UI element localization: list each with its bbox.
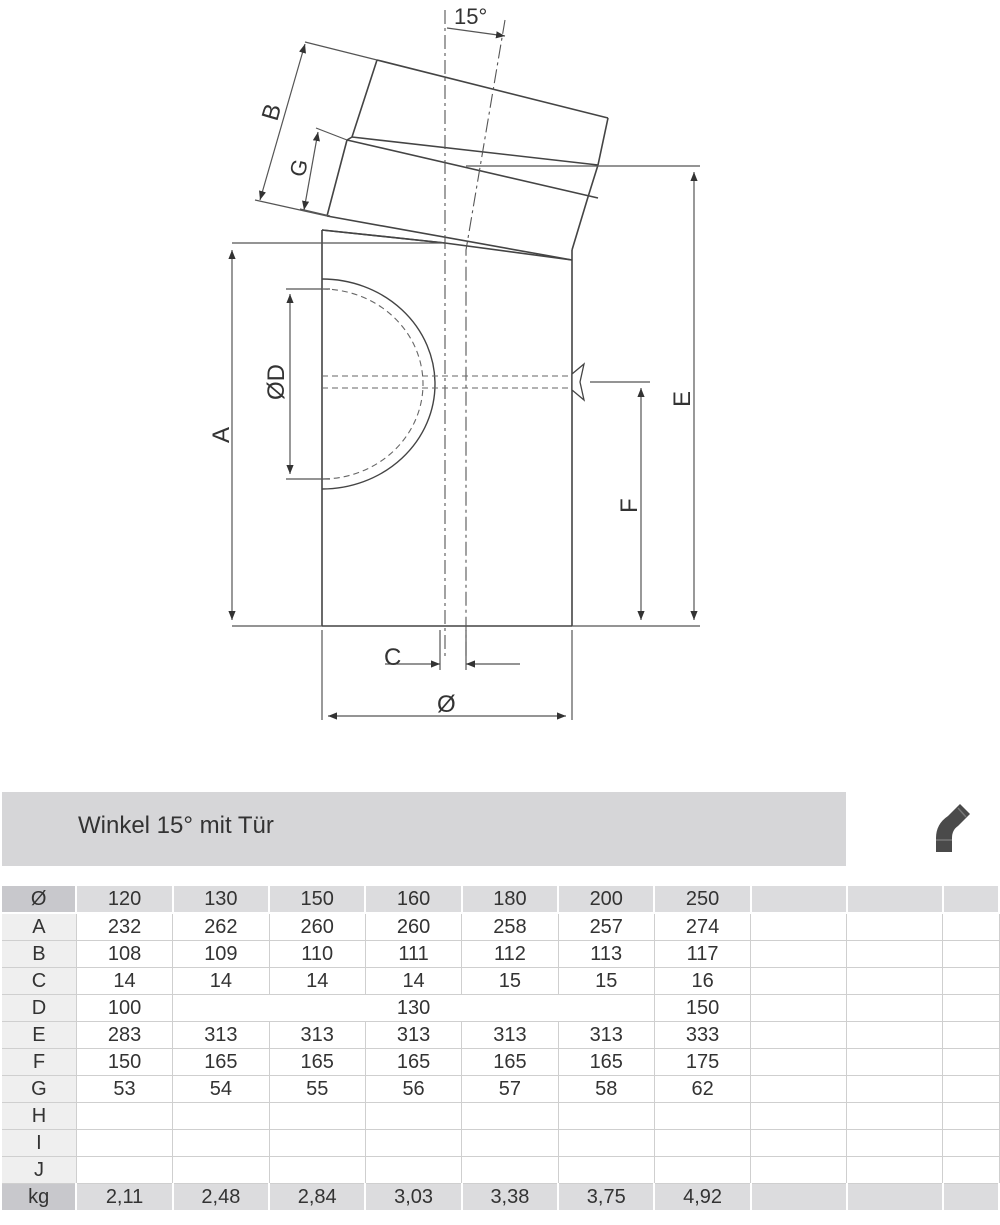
- row-label: Ø: [2, 886, 76, 913]
- product-banner: [2, 792, 846, 866]
- table-cell: 258: [462, 913, 558, 941]
- table-cell-empty: [943, 1076, 999, 1103]
- table-cell: 150: [76, 1049, 172, 1076]
- table-row: [2, 1049, 999, 1076]
- segment-left-edge: [327, 140, 347, 216]
- table-cell: 3,03: [365, 1184, 461, 1212]
- dimension-table: [2, 886, 1000, 1212]
- table-cell-empty: [365, 1157, 461, 1184]
- table-cell-empty: [173, 1157, 269, 1184]
- table-cell: 2,84: [269, 1184, 365, 1212]
- dimension-label-e: E: [669, 390, 696, 407]
- door-outline: [322, 279, 435, 489]
- table-cell-empty: [943, 941, 999, 968]
- table-cell-empty: [173, 1103, 269, 1130]
- table-cell: 3,38: [462, 1184, 558, 1212]
- row-label: F: [2, 1049, 76, 1076]
- table-cell: 130: [173, 886, 269, 913]
- table-cell-empty: [462, 1103, 558, 1130]
- table-cell-empty: [847, 1157, 943, 1184]
- table-cell-empty: [558, 1157, 654, 1184]
- row-label: kg: [2, 1184, 76, 1212]
- table-cell-empty: [269, 1130, 365, 1157]
- table-cell-empty: [943, 968, 999, 995]
- table-cell: 333: [654, 1022, 750, 1049]
- table-cell-empty: [943, 1184, 999, 1212]
- table-cell: 53: [76, 1076, 172, 1103]
- table-cell-empty: [751, 1184, 847, 1212]
- table-cell-empty: [365, 1103, 461, 1130]
- table-cell: 16: [654, 968, 750, 995]
- table-cell: 165: [558, 1049, 654, 1076]
- table-cell-empty: [76, 1157, 172, 1184]
- table-cell: 2,48: [173, 1184, 269, 1212]
- table-cell-empty: [751, 941, 847, 968]
- table-cell-empty: [943, 1103, 999, 1130]
- table-cell: 260: [365, 913, 461, 941]
- table-cell-empty: [558, 1103, 654, 1130]
- table-cell: 111: [365, 941, 461, 968]
- table-cell: 14: [173, 968, 269, 995]
- table-cell-merged: 130: [173, 995, 655, 1022]
- table-cell-empty: [847, 1022, 943, 1049]
- table-cell-empty: [751, 1130, 847, 1157]
- segment-top-edge: [377, 60, 608, 118]
- table-row: [2, 1157, 999, 1184]
- table-cell: 2,11: [76, 1184, 172, 1212]
- table-cell: 112: [462, 941, 558, 968]
- table-cell: 3,75: [558, 1184, 654, 1212]
- table-cell: 313: [269, 1022, 365, 1049]
- angle-label: 15°: [454, 4, 488, 29]
- table-cell-empty: [943, 1130, 999, 1157]
- table-cell: 120: [76, 886, 172, 913]
- table-row: [2, 886, 999, 913]
- wing-nut-icon: [572, 364, 584, 400]
- table-cell-empty: [943, 913, 999, 941]
- table-cell: 232: [76, 913, 172, 941]
- table-cell: 165: [462, 1049, 558, 1076]
- table-cell: 250: [654, 886, 750, 913]
- segment-left-edge-upper: [347, 60, 377, 140]
- table-cell: 313: [365, 1022, 461, 1049]
- table-cell-empty: [751, 995, 847, 1022]
- table-cell-empty: [462, 1157, 558, 1184]
- table-cell: 200: [558, 886, 654, 913]
- table-cell: 180: [462, 886, 558, 913]
- table-cell-empty: [269, 1157, 365, 1184]
- table-cell-empty: [847, 886, 943, 913]
- table-cell-empty: [847, 1184, 943, 1212]
- table-row: [2, 941, 999, 968]
- table-row: [2, 968, 999, 995]
- table-cell-empty: [847, 995, 943, 1022]
- table-cell-empty: [654, 1157, 750, 1184]
- table-cell: 14: [76, 968, 172, 995]
- table-cell: 57: [462, 1076, 558, 1103]
- table-row: [2, 1076, 999, 1103]
- table-row: [2, 995, 999, 1022]
- table-cell: 15: [462, 968, 558, 995]
- table-cell-empty: [943, 995, 999, 1022]
- dimension-label-c: C: [384, 644, 402, 671]
- row-label: J: [2, 1157, 76, 1184]
- table-cell-empty: [847, 1103, 943, 1130]
- table-cell: 165: [269, 1049, 365, 1076]
- table-cell-empty: [751, 968, 847, 995]
- table-cell: 109: [173, 941, 269, 968]
- table-cell-empty: [847, 941, 943, 968]
- table-cell-empty: [751, 886, 847, 913]
- table-cell-empty: [847, 1130, 943, 1157]
- table-cell-empty: [751, 1022, 847, 1049]
- table-cell-empty: [751, 1049, 847, 1076]
- dimension-label-g: G: [284, 156, 313, 180]
- table-cell: 113: [558, 941, 654, 968]
- table-cell: 283: [76, 1022, 172, 1049]
- table-cell: 260: [269, 913, 365, 941]
- table-cell-empty: [943, 1157, 999, 1184]
- table-row: [2, 1184, 999, 1212]
- table-cell-empty: [558, 1130, 654, 1157]
- table-cell: 58: [558, 1076, 654, 1103]
- table-cell-empty: [751, 1103, 847, 1130]
- table-cell-empty: [76, 1103, 172, 1130]
- row-label: B: [2, 941, 76, 968]
- table-cell: 262: [173, 913, 269, 941]
- dimension-label-diameter: Ø: [437, 691, 456, 718]
- table-cell: 54: [173, 1076, 269, 1103]
- table-cell: 117: [654, 941, 750, 968]
- table-cell-empty: [462, 1130, 558, 1157]
- row-label: D: [2, 995, 76, 1022]
- table-row: [2, 1022, 999, 1049]
- row-label: C: [2, 968, 76, 995]
- dimension-label-b: B: [256, 100, 288, 124]
- table-cell: 165: [365, 1049, 461, 1076]
- segment-base-line: [327, 216, 572, 260]
- segment-collar-line: [352, 137, 598, 165]
- table-cell-empty: [365, 1130, 461, 1157]
- table-cell: 108: [76, 941, 172, 968]
- table-cell-empty: [76, 1130, 172, 1157]
- table-cell: 15: [558, 968, 654, 995]
- segment-inner-line: [322, 230, 445, 243]
- table-cell: 150: [654, 995, 750, 1022]
- table-cell-empty: [943, 1022, 999, 1049]
- table-cell: 150: [269, 886, 365, 913]
- table-cell-empty: [654, 1103, 750, 1130]
- table-cell: 55: [269, 1076, 365, 1103]
- table-cell: 313: [558, 1022, 654, 1049]
- table-cell: 274: [654, 913, 750, 941]
- tilted-centerline: [466, 20, 505, 660]
- segment-right-edge: [598, 118, 608, 165]
- table-cell: 313: [173, 1022, 269, 1049]
- dimension-label-a: A: [208, 426, 235, 443]
- table-cell: 100: [76, 995, 172, 1022]
- table-cell-empty: [173, 1130, 269, 1157]
- table-cell: 14: [269, 968, 365, 995]
- table-cell-empty: [943, 1049, 999, 1076]
- row-label: I: [2, 1130, 76, 1157]
- dimension-label-d: ØD: [263, 364, 290, 400]
- row-label: G: [2, 1076, 76, 1103]
- table-cell: 110: [269, 941, 365, 968]
- table-cell-empty: [943, 886, 999, 913]
- table-cell: 257: [558, 913, 654, 941]
- table-cell: 160: [365, 886, 461, 913]
- table-cell-empty: [847, 1049, 943, 1076]
- dimension-label-f: F: [616, 498, 643, 513]
- segment-right-lower: [572, 165, 598, 250]
- table-cell: 4,92: [654, 1184, 750, 1212]
- table-cell: 175: [654, 1049, 750, 1076]
- elbow-pipe-icon: [918, 800, 974, 856]
- door-inner-outline: [322, 289, 423, 479]
- table-cell-empty: [751, 913, 847, 941]
- table-cell: 313: [462, 1022, 558, 1049]
- table-cell-empty: [751, 1076, 847, 1103]
- table-cell-empty: [269, 1103, 365, 1130]
- row-label: A: [2, 913, 76, 941]
- table-cell-empty: [654, 1130, 750, 1157]
- table-cell: 62: [654, 1076, 750, 1103]
- row-label: H: [2, 1103, 76, 1130]
- table-row: [2, 1130, 999, 1157]
- product-title: Winkel 15° mit Tür: [78, 812, 274, 839]
- table-cell-empty: [847, 913, 943, 941]
- table-row: [2, 913, 999, 941]
- table-cell-empty: [847, 968, 943, 995]
- table-cell: 56: [365, 1076, 461, 1103]
- table-cell-empty: [751, 1157, 847, 1184]
- table-cell-empty: [847, 1076, 943, 1103]
- table-row: [2, 1103, 999, 1130]
- row-label: E: [2, 1022, 76, 1049]
- table-cell: 165: [173, 1049, 269, 1076]
- segment-g-line: [347, 140, 598, 198]
- table-cell: 14: [365, 968, 461, 995]
